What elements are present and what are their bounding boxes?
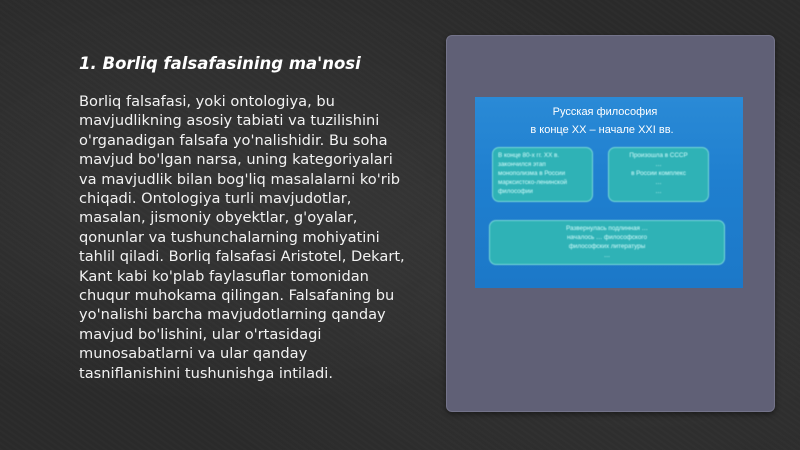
figure-title: Русская философия: [552, 106, 658, 118]
box-line: …: [655, 179, 662, 186]
box-line: монополизма в России: [498, 170, 566, 177]
body-line: yo'nalishi barcha mavjudotlarning qanday: [79, 306, 386, 324]
box-line: …: [655, 188, 662, 195]
box-line: В конце 80-х гг. XX в.: [498, 152, 560, 159]
body-line: tasniflanishini tushunishga intiladi.: [79, 364, 333, 382]
body-line: tahlil qiladi. Borliq falsafasi Aristotel, Dekart,: [79, 248, 405, 266]
body-line: munosabatlarni va ular qanday: [79, 345, 308, 363]
body-line: va mavjudlik bilan bog'liq masalalarni ko'rib: [79, 170, 401, 188]
body-line: qonunlar va tushunchalarning mohiyatini: [79, 228, 380, 246]
body-line: Borliq falsafasi, yoki ontologiya, bu: [79, 93, 335, 110]
figure-box-left: [492, 147, 593, 202]
box-line: Развернулась подлинная …: [566, 225, 648, 232]
body-line: mavjud bo'lgan narsa, uning kategoriyalari: [79, 151, 393, 169]
box-line: в России комплекс: [631, 170, 686, 177]
box-line: Произошла в СССР: [629, 152, 688, 159]
body-line: mavjud bo'lishini, ular o'rtasidagi: [79, 325, 322, 343]
figure-box-right: [608, 147, 709, 202]
slide-body-text: [79, 92, 424, 383]
figure-box-bottom: [489, 220, 725, 265]
slide-heading: 1. Borliq falsafasining ma'nosi: [79, 54, 361, 73]
body-line: mavjudlikning asosiy tabiati va tuzilishini: [79, 112, 380, 130]
box-line: началось … философского: [566, 234, 648, 241]
box-line: …: [655, 197, 662, 202]
box-line: философских литературы: [568, 243, 646, 250]
box-line: …: [603, 252, 611, 259]
body-line: Kant kabi ko'plab faylasuflar tomonidan: [79, 267, 369, 285]
body-line: chuqur muhokama qilingan. Falsafaning bu: [79, 287, 395, 305]
embedded-slide-image: [475, 97, 743, 288]
box-line: философии: [498, 188, 533, 195]
box-line: закончился этап: [498, 161, 546, 168]
body-line: masalan, jismoniy obyektlar, g'oyalar,: [79, 209, 358, 227]
body-line: o'rganadigan falsafa yo'nalishidir. Bu soha: [79, 131, 388, 149]
figure-subtitle: в конце XX – начале XXI вв.: [530, 124, 674, 136]
box-line: …: [655, 161, 662, 168]
box-line: марксистско-ленинской: [498, 179, 568, 186]
body-line: chiqadi. Ontologiya turli mavjudotlar,: [79, 190, 352, 208]
